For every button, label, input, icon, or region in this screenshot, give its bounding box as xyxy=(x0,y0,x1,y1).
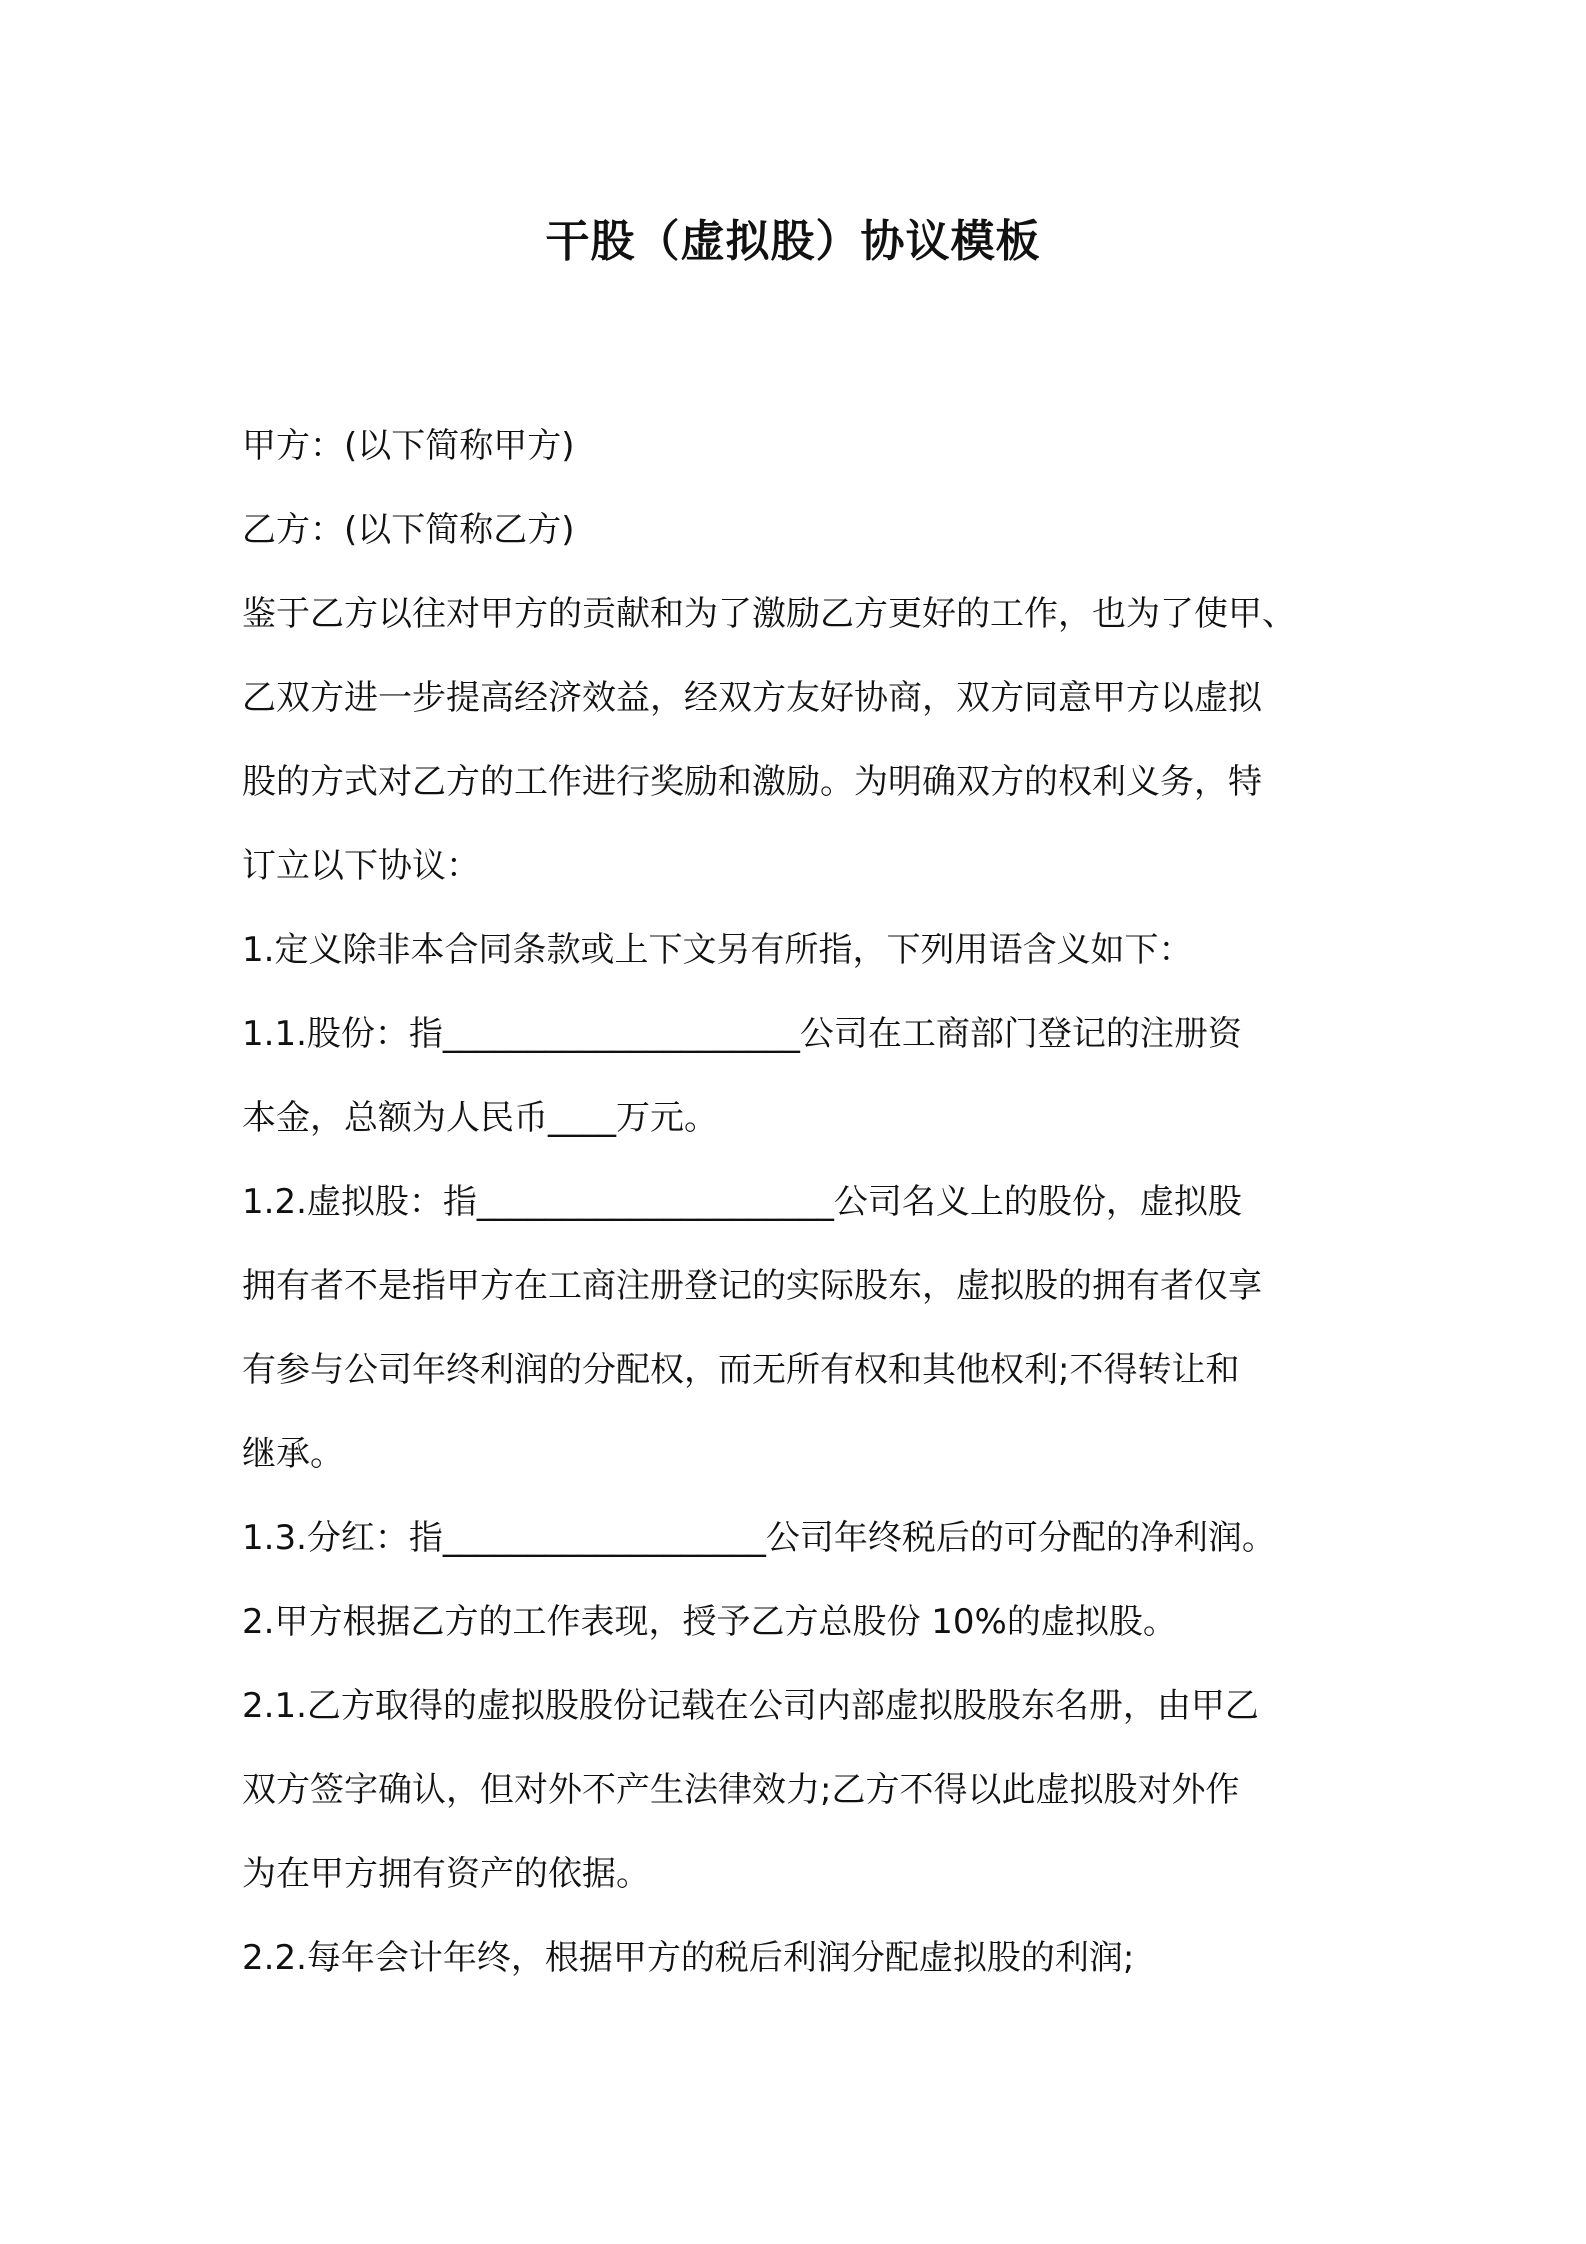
preamble-line-1: 鉴于乙方以往对甲方的贡献和为了激励乙方更好的工作，也为了使甲、 xyxy=(242,594,1296,634)
party-b-line: 乙方：(以下简称乙方) xyxy=(242,510,575,550)
clause-1-2-line-4: 继承。 xyxy=(242,1434,344,1474)
clause-2-1-line-2: 双方签字确认，但对外不产生法律效力;乙方不得以此虚拟股对外作 xyxy=(242,1770,1240,1810)
clause-1-1-line-2: 本金，总额为人民币____万元。 xyxy=(242,1098,718,1138)
clause-2-heading: 2.甲方根据乙方的工作表现，授予乙方总股份 10%的虚拟股。 xyxy=(242,1602,1177,1642)
document-title: 干股（虚拟股）协议模板 xyxy=(545,216,1041,267)
preamble-line-2: 乙双方进一步提高经济效益，经双方友好协商，双方同意甲方以虚拟 xyxy=(242,678,1262,718)
clause-1-2-line-2: 拥有者不是指甲方在工商注册登记的实际股东，虚拟股的拥有者仅享 xyxy=(242,1266,1262,1306)
clause-1-2-line-3: 有参与公司年终利润的分配权，而无所有权和其他权利;不得转让和 xyxy=(242,1350,1240,1390)
clause-1-heading: 1.定义除非本合同条款或上下文另有所指，下列用语含义如下： xyxy=(242,930,1193,970)
party-a-line: 甲方：(以下简称甲方) xyxy=(242,426,575,466)
preamble-line-3: 股的方式对乙方的工作进行奖励和激励。为明确双方的权利义务，特 xyxy=(242,762,1262,802)
clause-1-1-line-1: 1.1.股份：指_____________________公司在工商部门登记的注册资 xyxy=(242,1014,1242,1054)
document-body xyxy=(242,404,1372,2000)
clause-2-1-line-3: 为在甲方拥有资产的依据。 xyxy=(242,1854,650,1894)
clause-1-2-line-1: 1.2.虚拟股：指_____________________公司名义上的股份，虚拟股 xyxy=(242,1182,1242,1222)
clause-2-1-line-1: 2.1.乙方取得的虚拟股股份记载在公司内部虚拟股股东名册，由甲乙 xyxy=(242,1686,1259,1726)
clause-1-3-line: 1.3.分红：指___________________公司年终税后的可分配的净利润。 xyxy=(242,1518,1276,1558)
preamble-line-4: 订立以下协议： xyxy=(242,846,480,886)
clause-2-2-line: 2.2.每年会计年终，根据甲方的税后利润分配虚拟股的利润; xyxy=(242,1938,1135,1978)
